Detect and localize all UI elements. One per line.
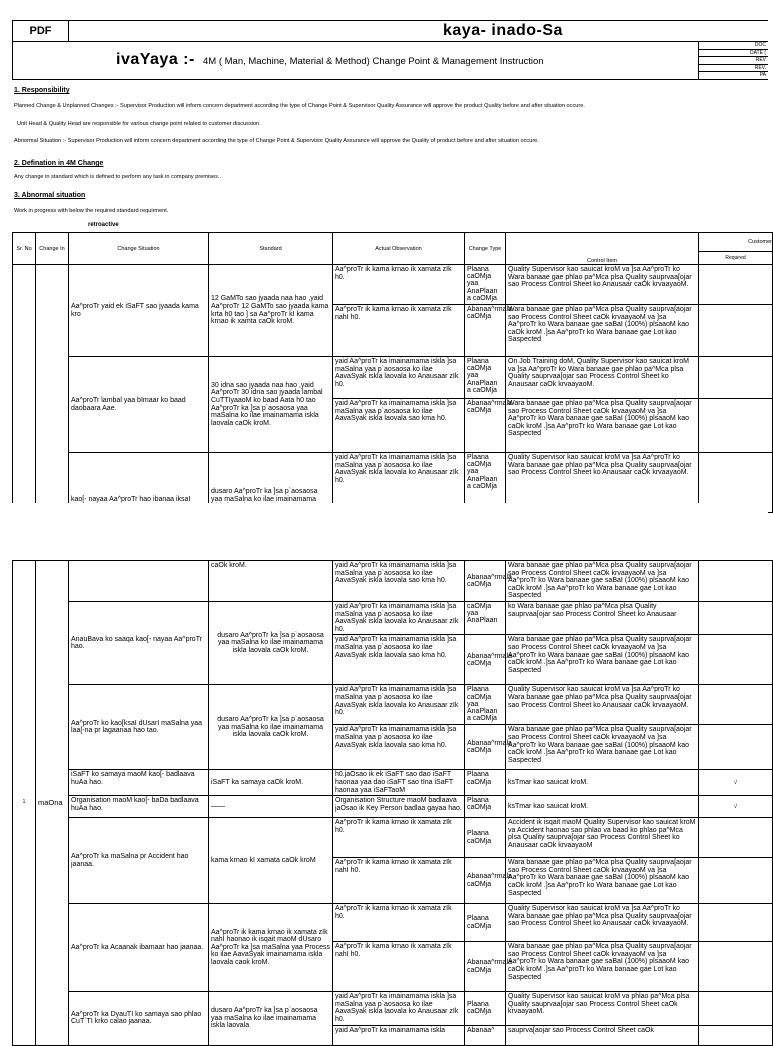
required-check: √ [699,770,773,796]
required-cell [699,265,773,305]
situation-cell: Organisation maoM kao[- baDa badlaava huAa hao. [69,796,209,818]
change-type-cell: Plaana caOMja [465,818,506,858]
doc-rev-date-field: REV. [699,65,768,73]
control-item-cell: ksTmar kao sauicat kroM. [506,796,699,818]
change-type-cell: Abanaa^rmala caOMja [465,635,506,685]
table-row [13,818,773,858]
control-item-cell: sauprva[aojar sao Process Control Sheet caOk [506,1025,699,1045]
section-1-paragraph: Abnormal Situation :- Supervisor Production will inform concern department according the type of Change Point & Supervisor Quality Assurance will approve the Quality of product before and after situation occure. [14,138,539,144]
change-type-cell: Plaana caOMja [465,992,506,1025]
required-check: √ [699,796,773,818]
control-item-cell: Quality Supervisor kao sauicat kroM va phlao pa^Mca plsa Quality sauprvaa[ojar sao Process Control Sheet caOk krvaayaoM. [506,992,699,1025]
situation-cell: iSaFT ko samaya maoM kao[- badlaava huAa hao. [69,770,209,796]
change-point-table-continued [12,560,773,1046]
change-type-cell: Plaana caOMja yaa AnaPlaan a caOMja [465,453,506,513]
header-standard: Standard [209,233,333,265]
sr-cell [13,265,36,513]
observation-cell: Aa^proTr ik kama krnao ik xamata zIk h0. [333,904,465,942]
required-cell [699,602,773,635]
header-control-item: Control Item [506,233,699,265]
pdf-label: PDF [13,21,69,41]
change-type-cell: Abanaa^ [465,1025,506,1045]
required-cell [699,399,773,453]
section-3-title: 3. Abnormal situation [14,192,86,199]
standard-cell: kama krnao kI xamata caOk kroM [209,818,333,904]
document-page-2 [0,560,768,1034]
table-row [13,357,773,399]
required-cell [699,635,773,685]
required-cell [699,992,773,1025]
doc-date-field: DATE ( [699,50,768,58]
section-2-paragraph: Any change in standard which is defined to perform any task in company premises.. [14,174,222,180]
control-item-cell: Quality Supervisor kao sauicat kroM va ]sa Aa^proTr ko Wara banaae gae phlao pa^Mca plsa Quality sauprvaa[ojar sao Process Control Sheet ko Anausaar caOk krvaayaoM. [506,453,699,513]
observation-cell: h0.jaOsao ik ek iSaFT sao dao iSaFT haonaa yaa dao iSaFT sao tIna iSaFT haonaa yaa iSaFTaoM [333,770,465,796]
header-top-bar [12,20,768,42]
retroactive-label: retroactive [88,222,119,228]
doc-rev-field: REV [699,57,768,65]
observation-cell: yaid Aa^proTr ka imainamama iskla ]sa maSalna yaa p`aosaosa ko ilae AavaSyak iskla laovala sao kma h0. [333,399,465,453]
section-1-paragraph: Unit Head & Quality Head are responsible for various change point related to customer discussion. [17,121,261,127]
observation-cell: yaid Aa^proTr ka imainamama iskla ]sa maSalna yaa p`aosaosa ko ilae AavaSyak iskla laovala ko Anausaar zIk h0. [333,602,465,635]
control-item-cell: ko Wara banaae gae phlao pa^Mca plsa Quality sauprvaa[ojar sao Process Control Sheet ko Anausaar [506,602,699,635]
standard-cell: 12 GaMTo sao jyaada naa hao ,yaid Aa^proTr 12 GaMTo sao jyaada kama krta h0 tao ] sa Aa^proTr kI kama krnao ik xamta caOk kroM. [209,265,333,357]
change-type-cell: Abanaa^rmala caOMja [465,942,506,992]
standard-dash: —— [209,796,333,818]
document-title-block [12,42,698,80]
observation-cell: yaid Aa^proTr ka imainamama iskla ]sa maSalna yaa p`aosaosa ko ilae AavaSyak iskla laovala ko Anausaar zIk h0. [333,992,465,1025]
doc-page-field: PA [699,72,768,80]
observation-cell: yaid Aa^proTr ka imainamama iskla ]sa maSalna yaa p`aosaosa ko ilae AavaSyak iskla laovala ko Anausaar zIk h0. [333,357,465,399]
table-row [13,685,773,725]
document-subtitle: 4M ( Man, Machine, Material & Method) Change Point & Management Instruction [203,56,544,67]
situation-cell: Aa^proTr ko kao[ksaI dUsarI maSalna yaa laa[-na pr lagaanaa hao tao. [69,685,209,770]
document-page-1 [0,0,772,503]
observation-cell: Aa^proTr ik kama krnao ik xamata zIk h0. [333,265,465,305]
section-3-paragraph: Work in progress with below the required standard requirment. [14,208,169,214]
required-cell [699,725,773,770]
control-item-cell: Wara banaae gae phlao pa^Mca plsa Quality sauprva[aojar sao Process Control Sheet caOk krvaayaoM va ]sa Aa^proTr ko Wara banaae gae saBaI (100%) plsaaoM kao caOk kroM .]sa Aa^proTr ko Wara banaae gae Lot kao Saspected [506,725,699,770]
table-row [13,796,773,818]
required-cell [699,942,773,992]
observation-cell: yaid Aa^proTr ka imainamama iskla ]sa maSalna yaa p`aosaosa ko ilae AavaSyak iskla laovala sao kma h0. [333,561,465,602]
document-info-box [698,42,768,80]
table-row [13,265,773,305]
change-type-cell: Abanaa^rmala caOMja [465,725,506,770]
change-type-cell: caOMja yaa AnaPlaan [465,602,506,635]
change-type-cell: Abanaa^rmala caOMja [465,561,506,602]
situation-cell: kao[- nayaa Aa^proTr hao ibanaa iksaI [69,453,209,513]
situation-cell: Aa^proTr yaid ek iSaFT sao jyaada kama kro [69,265,209,357]
observation-cell: yaid Aa^proTr ka imainamama iskla ]sa maSalna yaa p`aosaosa ko ilae AavaSyak iskla laovala sao kma h0. [333,635,465,685]
section-1-paragraph: Planned Change & Unplanned Changes :- Supervisor Production will inform concern department according the type of Change Point & Supervisor Quality Assurance will approve the product Quality before and after situation occure. [14,103,585,109]
required-cell [699,818,773,858]
header-actual-observation: Actual Observation [333,233,465,265]
change-type-cell: Abanaa^rmala caOMja [465,399,506,453]
header-change-situation: Change Situation [69,233,209,265]
standard-cell: caOk kroM. [209,561,333,602]
situation-cell [69,561,209,602]
standard-cell: dusaro Aa^proTr ka ]sa p`aosaosa yaa maSalna ko ilae imainamama iskla laovala caOk kroM. [209,685,333,770]
sr-number: 1 [13,561,36,1046]
required-cell [699,305,773,357]
page-gap [0,503,768,560]
required-cell [699,1025,773,1045]
control-item-cell: Wara banaae gae phlao pa^Mca plsa Quality sauprva[aojar sao Process Control Sheet caOk krvaayaoM va ]sa Aa^proTr ko Wara banaae gae saBaI (100%) plsaaoM kao caOk kroM .]sa Aa^proTr ko Wara banaae gae Lot kao Saspected [506,942,699,992]
change-type-cell: Plaana caOMja [465,904,506,942]
table-row [13,992,773,1025]
standard-cell: 30 idna sao jyaada naa hao ,yaid Aa^proTr 30 idna sao jyaada lambal CuTTIyaaoM ko baad Aata h0 tao Aa^proTr ka ]sa p`aosaosa yaa maSalna ko ilae imainamama iskla laovala caOk kroM. [209,357,333,453]
change-type-cell: Plaana caOMja [465,796,506,818]
situation-cell: Aa^proTr ka maSalna pr Accident hao jaanaa. [69,818,209,904]
table-row [13,904,773,942]
change-in-category: maOna [36,561,69,1046]
change-type-cell: Plaana caOMja yaa AnaPlaan a caOMja [465,357,506,399]
section-2-title: 2. Defination in 4M Change [14,160,104,167]
header-change-type: Change Type [465,233,506,265]
control-item-cell: Quality Supervisor kao sauicat kroM va ]sa Aa^proTr ko Wara banaae gae phlao pa^Mca plsa Quality sauprvaa[ojar sao Process Control Sheet ko Anausaar caOk krvaayaoM. [506,685,699,725]
standard-cell: dusaro Aa^proTr ka ]sa p`aosaosa yaa maSalna ko ilae imainamama iskla laovala caOk kroM. [209,602,333,685]
control-item-cell: Wara banaae gae phlao pa^Mca plsa Quality sauprva[aojar sao Process Control Sheet caOk krvaayaoM va ]sa Aa^proTr ko Wara banaae gae saBaI (100%) plsaaoM kao caOk kroM .]sa Aa^proTr ko Wara banaae gae Lot kao Saspected [506,858,699,904]
change-type-cell: Plaana caOMja yaa AnaPlaan a caOMja [465,685,506,725]
situation-cell: Aa^proTr ka DyauTI ko samaya sao phlao CuT`TI krko calao jaanaa. [69,992,209,1045]
header-customer: Customer [699,233,773,252]
observation-cell: Aa^proTr ik kama krnao ik xamata zIk nahI h0. [333,858,465,904]
change-type-cell: Plaana caOMja yaa AnaPlaan a caOMja [465,265,506,305]
change-in-cell [36,265,69,513]
control-item-cell: On Job Training doM, Quality Supervisor kao sauicat kroM va ]sa Aa^proTr ko Wara banaae gae phlao pa^Mca plsa Quality sauprvaa[ojar sao Process Control Sheet ko Anausaar caOk krvaayaoM. [506,357,699,399]
standard-cell: iSaFT ka samaya caOk kroM. [209,770,333,796]
observation-cell: Aa^proTr ik kama krnao ik xamata zIk nahI h0. [333,942,465,992]
company-name: kaya- inado-Sa [443,22,563,39]
required-cell [699,858,773,904]
situation-cell: AnauBava ko saaqa kao[- nayaa Aa^proTr hao. [69,602,209,685]
doc-no-field: DOC [699,42,768,50]
observation-cell: yaid Aa^proTr ka imainamama iskla [333,1025,465,1045]
change-type-cell: Abanaa^rmala caOMja [465,305,506,357]
control-item-cell: Wara banaae gae phlao pa^Mca plsa Quality sauprva[aojar sao Process Control Sheet caOk krvaayaoM va ]sa Aa^proTr ko Wara banaae gae saBaI (100%) plsaaoM kao caOk kroM .]sa Aa^proTr ko Wara banaae gae Lot kao Saspected [506,399,699,453]
observation-cell: yaid Aa^proTr ka imainamama iskla ]sa maSalna yaa p`aosaosa ko ilae AavaSyak iskla laovala ko Anausaar zIk h0. [333,685,465,725]
section-1-title: 1. Responsibility [14,87,70,94]
table-row [13,602,773,635]
observation-cell: yaid Aa^proTr ka imainamama iskla ]sa maSalna yaa p`aosaosa ko ilae AavaSyak iskla laovala ko Anausaar zIk h0. [333,453,465,513]
header-sr-no: Sr. No [13,233,36,265]
table-row [13,561,773,602]
change-point-table [12,232,773,513]
standard-cell: dusaro Aa^proTr ka ]sa p`aosaosa yaa maSalna ko ilae imainamama iskla laovala [209,992,333,1045]
observation-cell: Aa^proTr ik kama krnao ik xamata zIk h0. [333,818,465,858]
control-item-cell: ksTmar kao sauicat kroM. [506,770,699,796]
required-cell [699,357,773,399]
observation-cell: Aa^proTr ik kama krnao ik xamata zIk nahI h0. [333,305,465,357]
control-item-cell: Quality Supervisor kao sauicat kroM va ]sa Aa^proTr ko Wara banaae gae phlao pa^Mca plsa Quality sauprvaa[ojar sao Process Control Sheet ko Anausaar caOk krvaayaoM. [506,265,699,305]
control-item-cell: Quality Supervisor kao sauicat kroM va ]sa Aa^proTr ko Wara banaae gae phlao pa^Mca plsa Quality sauprvaa[ojar sao Process Control Sheet ko Anausaar caOk krvaayaoM. [506,904,699,942]
control-item-cell: Accident ik isqait maoM Quality Supervisor kao sauicat kroM va Accident haonao sao phlao va baad ko phlao pa^Mca plsa Quality sauprva[ojar sao Process Control Sheet ko Anausaar caOk krvaayaoM [506,818,699,858]
standard-cell: Aa^proTr ik kama krnao ik xamata zIk nahI haonao ik isqait maoM dUsaro Aa^proTr ka ]sa maSalna yaa Process ko ilae AavaSyak imainamama iskla laovala caok kroM. [209,904,333,992]
situation-cell: Aa^proTr ka Acaanak ibamaar hao jaanaa. [69,904,209,992]
standard-cell: dusaro Aa^proTr ka ]sa p`aosaosa yaa maSalna ko ilae imainamama [209,453,333,513]
required-cell [699,904,773,942]
document-title: ivaYaya :- [116,51,195,68]
change-type-cell: Plaana caOMja [465,770,506,796]
header-change-in: Change In [36,233,69,265]
observation-cell: Organisation Structure maoM badlaava jaOsao ik Key Person badlaa gayaa hao. [333,796,465,818]
header-required: Required [699,252,773,265]
change-type-cell: Abanaa^rmala caOMja [465,858,506,904]
control-item-cell: Wara banaae gae phlao pa^Mca plsa Quality sauprva[aojar sao Process Control Sheet caOk krvaayaoM va ]sa Aa^proTr ko Wara banaae gae saBaI (100%) plsaaoM kao caOk kroM .]sa Aa^proTr ko Wara banaae gae Lot kao Saspected [506,635,699,685]
required-cell [699,561,773,602]
control-item-cell: Wara banaae gae phlao pa^Mca plsa Quality sauprva[aojar sao Process Control Sheet caOk krvaayaoM va ]sa Aa^proTr ko Wara banaae gae saBaI (100%) plsaaoM kao caOk kroM .]sa Aa^proTr ko Wara banaae gae Lot kao Saspected [506,561,699,602]
required-cell [699,685,773,725]
observation-cell: yaid Aa^proTr ka imainamama iskla ]sa maSalna yaa p`aosaosa ko ilae AavaSyak iskla laovala sao kma h0. [333,725,465,770]
control-item-cell: Wara banaae gae phlao pa^Mca plsa Quality sauprva[aojar sao Process Control Sheet caOk krvaayaoM va ]sa Aa^proTr ko Wara banaae gae saBaI (100%) plsaaoM kao caOk kroM .]sa Aa^proTr ko Wara banaae gae Lot kao Saspected [506,305,699,357]
situation-cell: Aa^proTr lambal yaa bImaar ko baad daobaara Aae. [69,357,209,453]
table-row [13,770,773,796]
